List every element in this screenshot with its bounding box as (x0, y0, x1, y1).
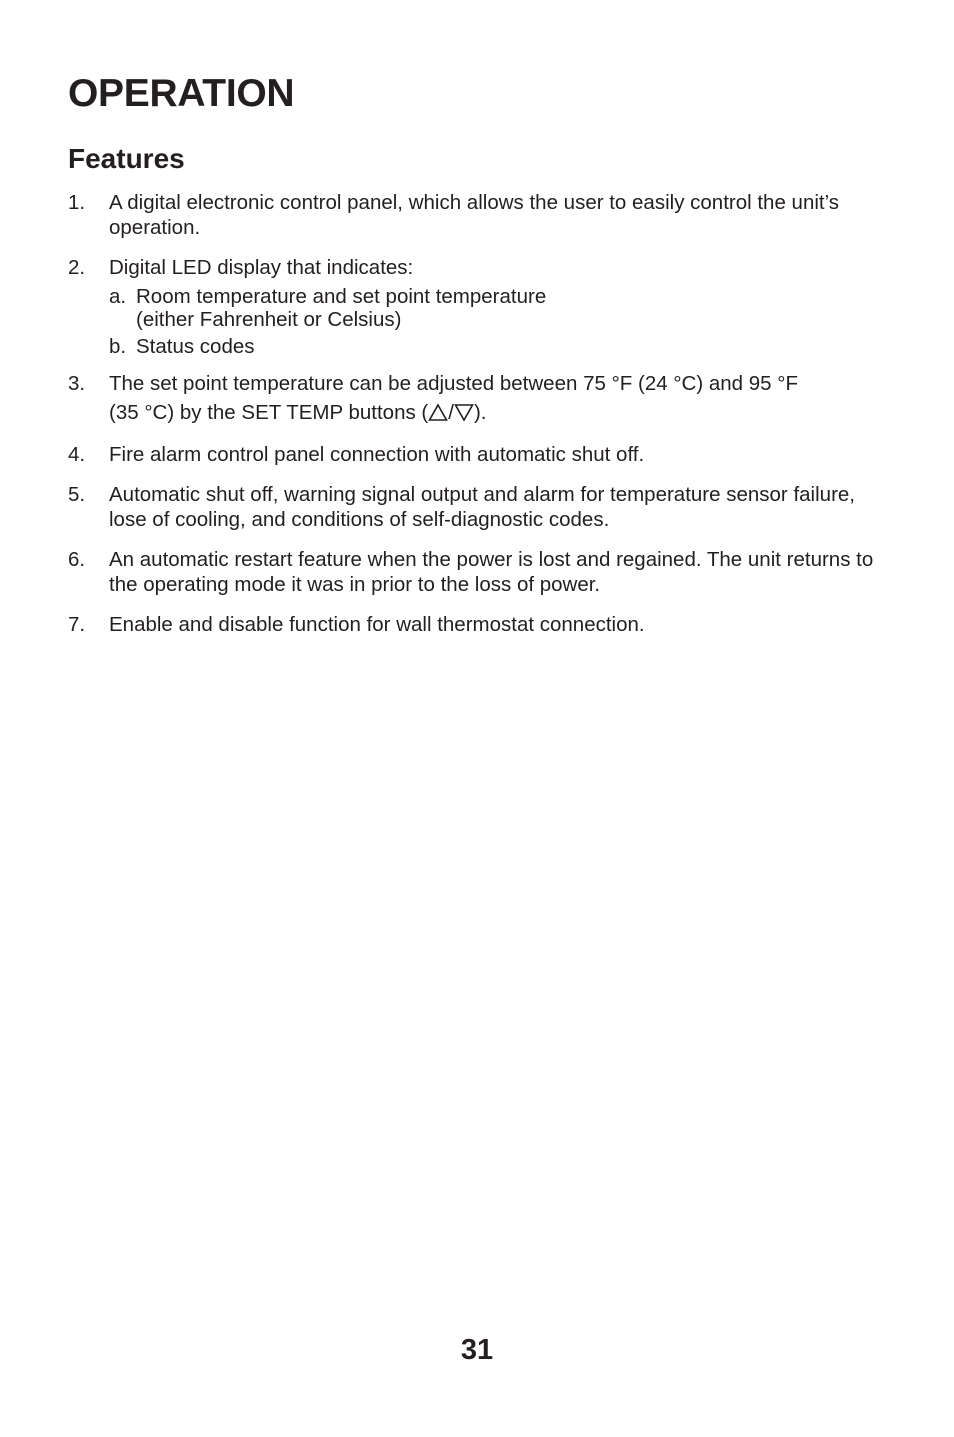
sub-item-text: (either Fahrenheit or Celsius) (136, 308, 402, 331)
sub-item-letter: a. (109, 285, 127, 308)
section-heading: Features (68, 143, 185, 174)
down-triangle-icon (454, 401, 474, 430)
list-item (68, 442, 898, 467)
up-triangle-icon (428, 401, 448, 430)
item-number: 7. (68, 613, 86, 636)
item-text-line (109, 398, 898, 430)
list-item (68, 547, 898, 597)
item-text: Fire alarm control panel connection with automatic shut off. (109, 443, 645, 466)
features-list (68, 190, 898, 637)
item-number: 1. (68, 191, 86, 214)
item-text: An automatic restart feature when the power is lost and regained. The unit returns to the operating mode it was in prior to the loss of power. (109, 548, 874, 596)
sub-list-item (109, 285, 898, 331)
item-text: Automatic shut off, warning signal output and alarm for temperature sensor failure, lose of cooling, and conditions of self-diagnostic codes. (109, 483, 855, 531)
item-text: (35 °C) by the SET TEMP buttons ( (109, 401, 429, 424)
item-text: A digital electronic control panel, which allows the user to easily control the unit’s operation. (109, 191, 840, 239)
list-item (68, 369, 898, 430)
list-item (68, 612, 898, 637)
list-item (68, 482, 898, 532)
sub-item-letter: b. (109, 335, 127, 358)
item-text: Enable and disable function for wall thermostat connection. (109, 613, 645, 636)
sub-item-text: Status codes (136, 335, 255, 358)
list-item (68, 190, 898, 240)
item-number: 2. (68, 256, 86, 279)
item-text: ). (473, 401, 487, 424)
sub-list (109, 285, 898, 358)
slash-separator: / (448, 401, 454, 424)
item-text: The set point temperature can be adjusted between 75 °F (24 °C) and 95 °F (109, 372, 798, 395)
list-item (68, 255, 898, 358)
item-text: Digital LED display that indicates: (109, 256, 414, 279)
sub-item-text: Room temperature and set point temperature (136, 285, 547, 308)
item-number: 3. (68, 372, 86, 395)
item-number: 4. (68, 443, 86, 466)
page-number: 31 (460, 1334, 494, 1366)
page-title: OPERATION (68, 72, 295, 115)
sub-list-item (109, 335, 898, 358)
item-number: 5. (68, 483, 86, 506)
item-number: 6. (68, 548, 86, 571)
